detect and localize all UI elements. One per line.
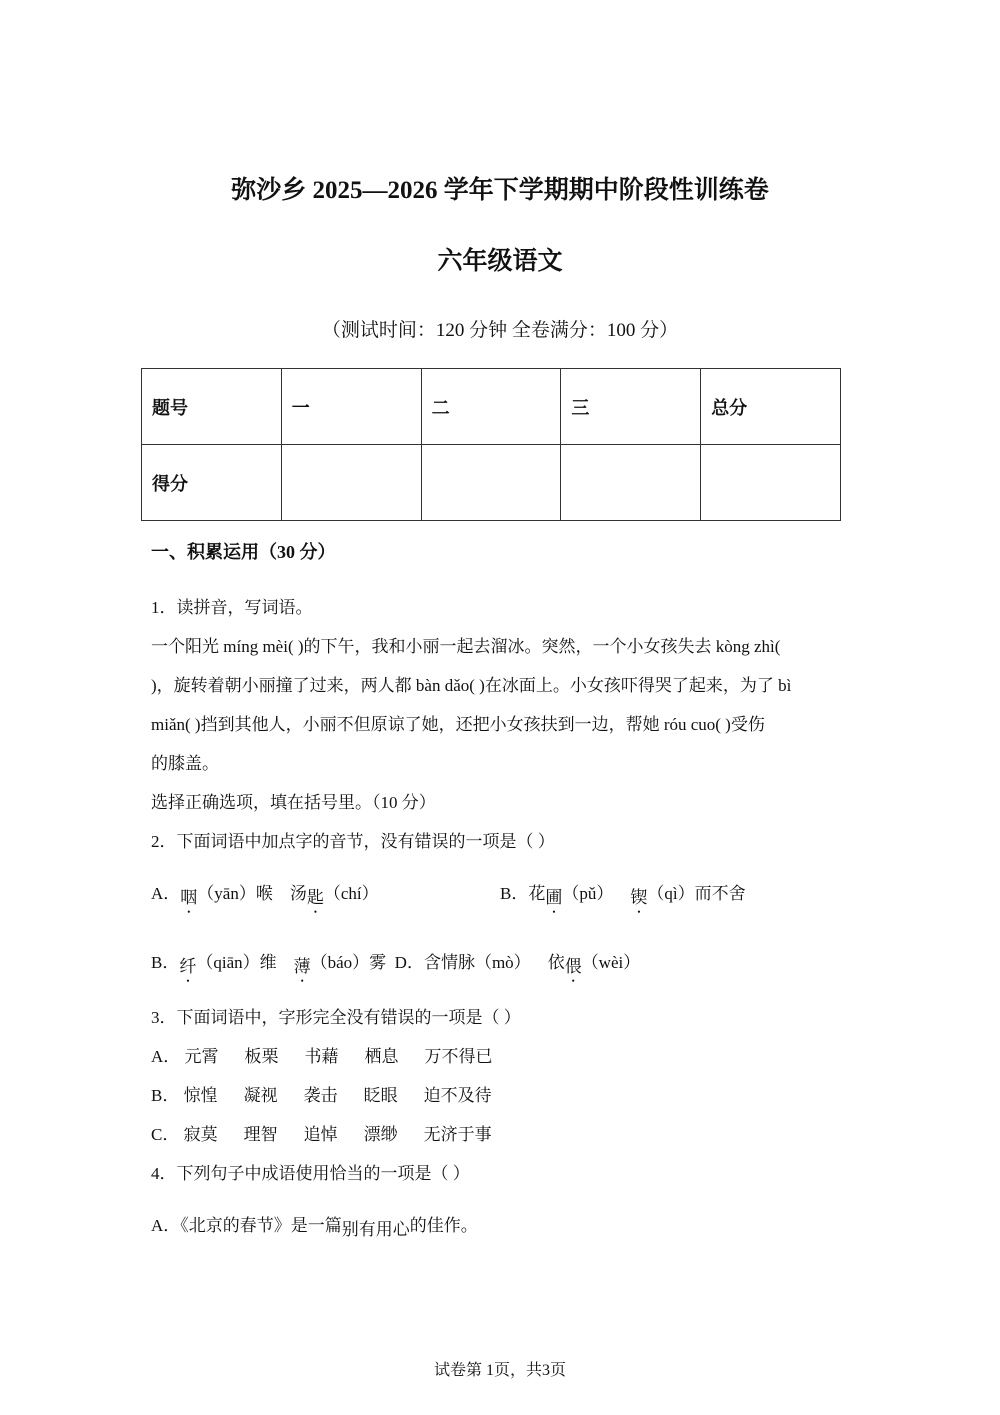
word-text: 迫不及待 [423,1086,492,1105]
question-3-option-b [151,1081,492,1106]
dotted-char: 偎 [564,957,582,976]
score-cell[interactable] [701,445,841,521]
choice-instruction: 选择正确选项，填在括号里。（10 分） [151,793,436,812]
score-cell[interactable] [561,445,701,521]
word-text: 袭击 [303,1086,338,1105]
option-label: B． [151,953,180,972]
question-2-option-a [151,879,379,913]
score-table [141,368,841,521]
pinyin-text: （báo）雾 [310,953,387,972]
question-2-option-b [500,879,746,913]
word-text: 板栗 [244,1047,279,1066]
sentence-text: 的佳作。 [409,1216,478,1235]
section-heading: 一、积累运用（30 分） [151,542,336,562]
option-label: A． [151,1047,181,1066]
dotted-char: 锲 [630,888,648,907]
score-row-label: 得分 [142,445,282,521]
table-header-cell: 三 [561,369,701,445]
question-3-option-a [151,1042,493,1067]
pinyin-text: （mò） [474,953,531,972]
option-label: D．含情脉 [394,953,475,972]
question-2-prompt: 2．下面词语中加点字的音节，没有错误的一项是（ ） [151,832,555,851]
sentence-text: 《北京的春节》是一篇 [180,1216,342,1235]
question-1-text-line: 一个阳光 míng mèi( )的下午，我和小丽一起去溜冰。突然，一个小女孩失去 kòng zhì( [151,637,781,656]
question-1-text-line: 的膝盖。 [151,754,219,773]
dotted-char: 纤 [179,957,197,976]
pinyin-text: （qì）而不舍 [647,884,746,903]
word-text: 汤 [289,884,307,903]
question-4-option-a [151,1211,478,1239]
question-4-prompt: 4．下列句子中成语使用恰当的一项是（ ） [151,1164,470,1183]
dotted-char: 薄 [293,957,311,976]
document-title: 弥沙乡 2025—2026 学年下学期期中阶段性训练卷 [231,177,769,204]
table-header-cell: 二 [421,369,561,445]
score-cell[interactable] [281,445,421,521]
question-3-prompt: 3．下面词语中，字形完全没有错误的一项是（ ） [151,1008,521,1027]
pinyin-text: （yān）喉 [197,884,273,903]
pinyin-text: （qiān）维 [196,953,277,972]
idiom-text: 别有用心 [341,1220,410,1239]
dotted-char: 圃 [545,888,563,907]
exam-info: （测试时间：120 分钟 全卷满分：100 分） [321,320,679,341]
document-subtitle: 六年级语文 [437,248,563,275]
option-label: A． [151,1216,181,1235]
word-text: 元霄 [184,1047,219,1066]
question-1-prompt: 1．读拼音，写词语。 [151,598,313,617]
word-text: 无济于事 [423,1125,492,1144]
table-header-cell: 题号 [142,369,282,445]
option-label: B． [151,1086,180,1105]
word-text: 追悼 [303,1125,338,1144]
question-1-text-line: )，旋转着朝小丽撞了过来，两人都 bàn dǎo( )在冰面上。小女孩吓得哭了起来，为了 bì [151,676,792,695]
dotted-char: 匙 [306,888,324,907]
option-label: B．花 [500,884,546,903]
word-text: 万不得已 [424,1047,493,1066]
question-1-text-line: miǎn( )挡到其他人，小丽不但原谅了她，还把小女孩扶到一边，帮她 róu cuo( )受伤 [151,715,765,734]
table-header-cell: 总分 [701,369,841,445]
word-text: 惊惶 [183,1086,218,1105]
option-label: C． [151,1125,180,1144]
word-text: 漂缈 [363,1125,398,1144]
question-3-option-c [151,1120,492,1145]
word-text: 寂莫 [183,1125,218,1144]
word-text: 理智 [243,1125,278,1144]
pinyin-text: （wèi） [581,953,641,972]
score-table-score-row [142,445,841,521]
word-text: 凝视 [243,1086,278,1105]
page-footer: 试卷第 1页，共3页 [433,1362,566,1379]
pinyin-text: （pǔ） [562,884,614,903]
score-table-header-row [142,369,841,445]
pinyin-text: （chí） [323,884,379,903]
score-cell[interactable] [421,445,561,521]
word-text: 依 [547,953,565,972]
word-text: 书藉 [304,1047,339,1066]
word-text: 眨眼 [363,1086,398,1105]
option-label: A． [151,884,181,903]
question-2-option-c [151,948,640,982]
dotted-char: 咽 [180,888,198,907]
word-text: 栖息 [364,1047,399,1066]
table-header-cell: 一 [281,369,421,445]
